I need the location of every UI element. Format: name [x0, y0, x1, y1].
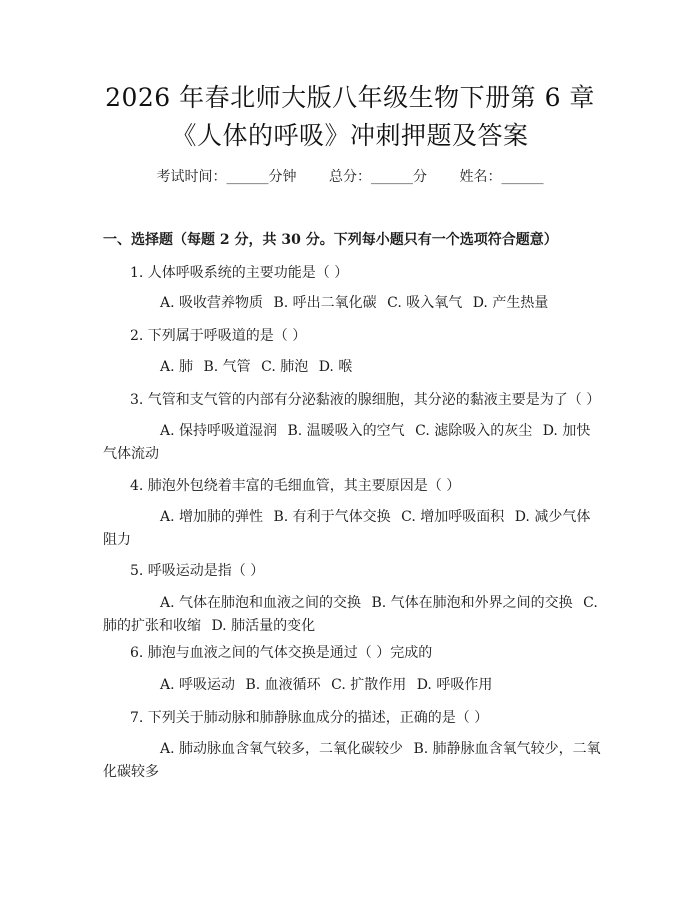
question-3-stem: 3. 气管和支气管的内部有分泌黏液的腺细胞，其分泌的黏液主要是为了（ ） [130, 392, 601, 408]
exam-time-field: 考试时间：______分钟 [156, 169, 297, 185]
option-a: A. 保持呼吸道湿润 [160, 423, 278, 439]
option-c: C. 增加呼吸面积 [401, 509, 505, 525]
option-b: B. 气管 [203, 359, 251, 375]
question-4-stem: 4. 肺泡外包绕着丰富的毛细血管，其主要原因是（ ） [130, 478, 461, 494]
question-2-stem: 2. 下列属于呼吸道的是（ ） [130, 328, 307, 344]
question-4-options-continued [103, 529, 131, 549]
option-a: A. 呼吸运动 [160, 677, 236, 693]
student-name-field: 姓名：______ [459, 169, 544, 185]
question-2-options [160, 356, 352, 376]
option-c: C. 滤除吸入的灰尘 [415, 423, 533, 439]
question-6-options [160, 674, 492, 694]
exam-info-line [0, 166, 700, 186]
question-5-stem: 5. 呼吸运动是指（ ） [130, 563, 265, 579]
question-1-options [160, 292, 548, 312]
option-b: B. 气体在肺泡和外界之间的交换 [371, 595, 573, 611]
option-b: B. 温暖吸入的空气 [287, 423, 405, 439]
option-b: B. 有利于气体交换 [273, 509, 391, 525]
option-d-continued: 阻力 [103, 532, 131, 548]
option-d: D. 减少气体 [514, 509, 591, 525]
exam-title-line-1: 2026 年春北师大版八年级生物下册第 6 章 [105, 83, 595, 112]
option-b: B. 呼出二氧化碳 [273, 295, 377, 311]
question-7-options-continued [103, 761, 159, 781]
total-score-field: 总分：______分 [329, 169, 427, 185]
option-d: D. 呼吸作用 [416, 677, 493, 693]
question-3-options [160, 420, 590, 440]
section-header-choice: 一、选择题（每题 2 分，共 30 分。下列每小题只有一个选项符合题意） [103, 232, 558, 248]
question-5-options [160, 592, 598, 612]
question-1-stem: 1. 人体呼吸系统的主要功能是（ ） [130, 265, 349, 281]
option-d: D. 喉 [318, 359, 353, 375]
option-b-continued: 化碳较多 [103, 764, 159, 780]
question-6-stem: 6. 肺泡与血液之间的气体交换是通过（ ）完成的 [130, 645, 433, 661]
option-a: A. 肺 [160, 359, 194, 375]
option-a: A. 气体在肺泡和血液之间的交换 [160, 595, 362, 611]
option-d: D. 产生热量 [472, 295, 549, 311]
option-c-marker: C. [583, 595, 598, 611]
option-a: A. 肺动脉血含氧气较多，二氧化碳较少 [160, 741, 404, 757]
option-b: B. 肺静脉血含氧气较少，二氧 [413, 741, 601, 757]
option-c-continued: 肺的扩张和收缩 [103, 618, 201, 634]
exam-title-line-2: 《人体的呼吸》冲刺押题及答案 [171, 121, 529, 150]
option-c: C. 扩散作用 [331, 677, 407, 693]
question-5-options-continued [103, 615, 315, 635]
question-3-options-continued [103, 443, 159, 463]
option-c: C. 肺泡 [261, 359, 309, 375]
option-d: D. 肺活量的变化 [211, 618, 316, 634]
option-d-continued: 气体流动 [103, 446, 159, 462]
question-7-stem: 7. 下列关于肺动脉和肺静脉血成分的描述，正确的是（ ） [130, 710, 489, 726]
option-a: A. 吸收营养物质 [160, 295, 264, 311]
option-c: C. 吸入氧气 [387, 295, 463, 311]
question-4-options [160, 506, 590, 526]
question-7-options [160, 738, 601, 758]
option-d: D. 加快 [542, 423, 591, 439]
option-b: B. 血液循环 [245, 677, 321, 693]
option-a: A. 增加肺的弹性 [160, 509, 264, 525]
